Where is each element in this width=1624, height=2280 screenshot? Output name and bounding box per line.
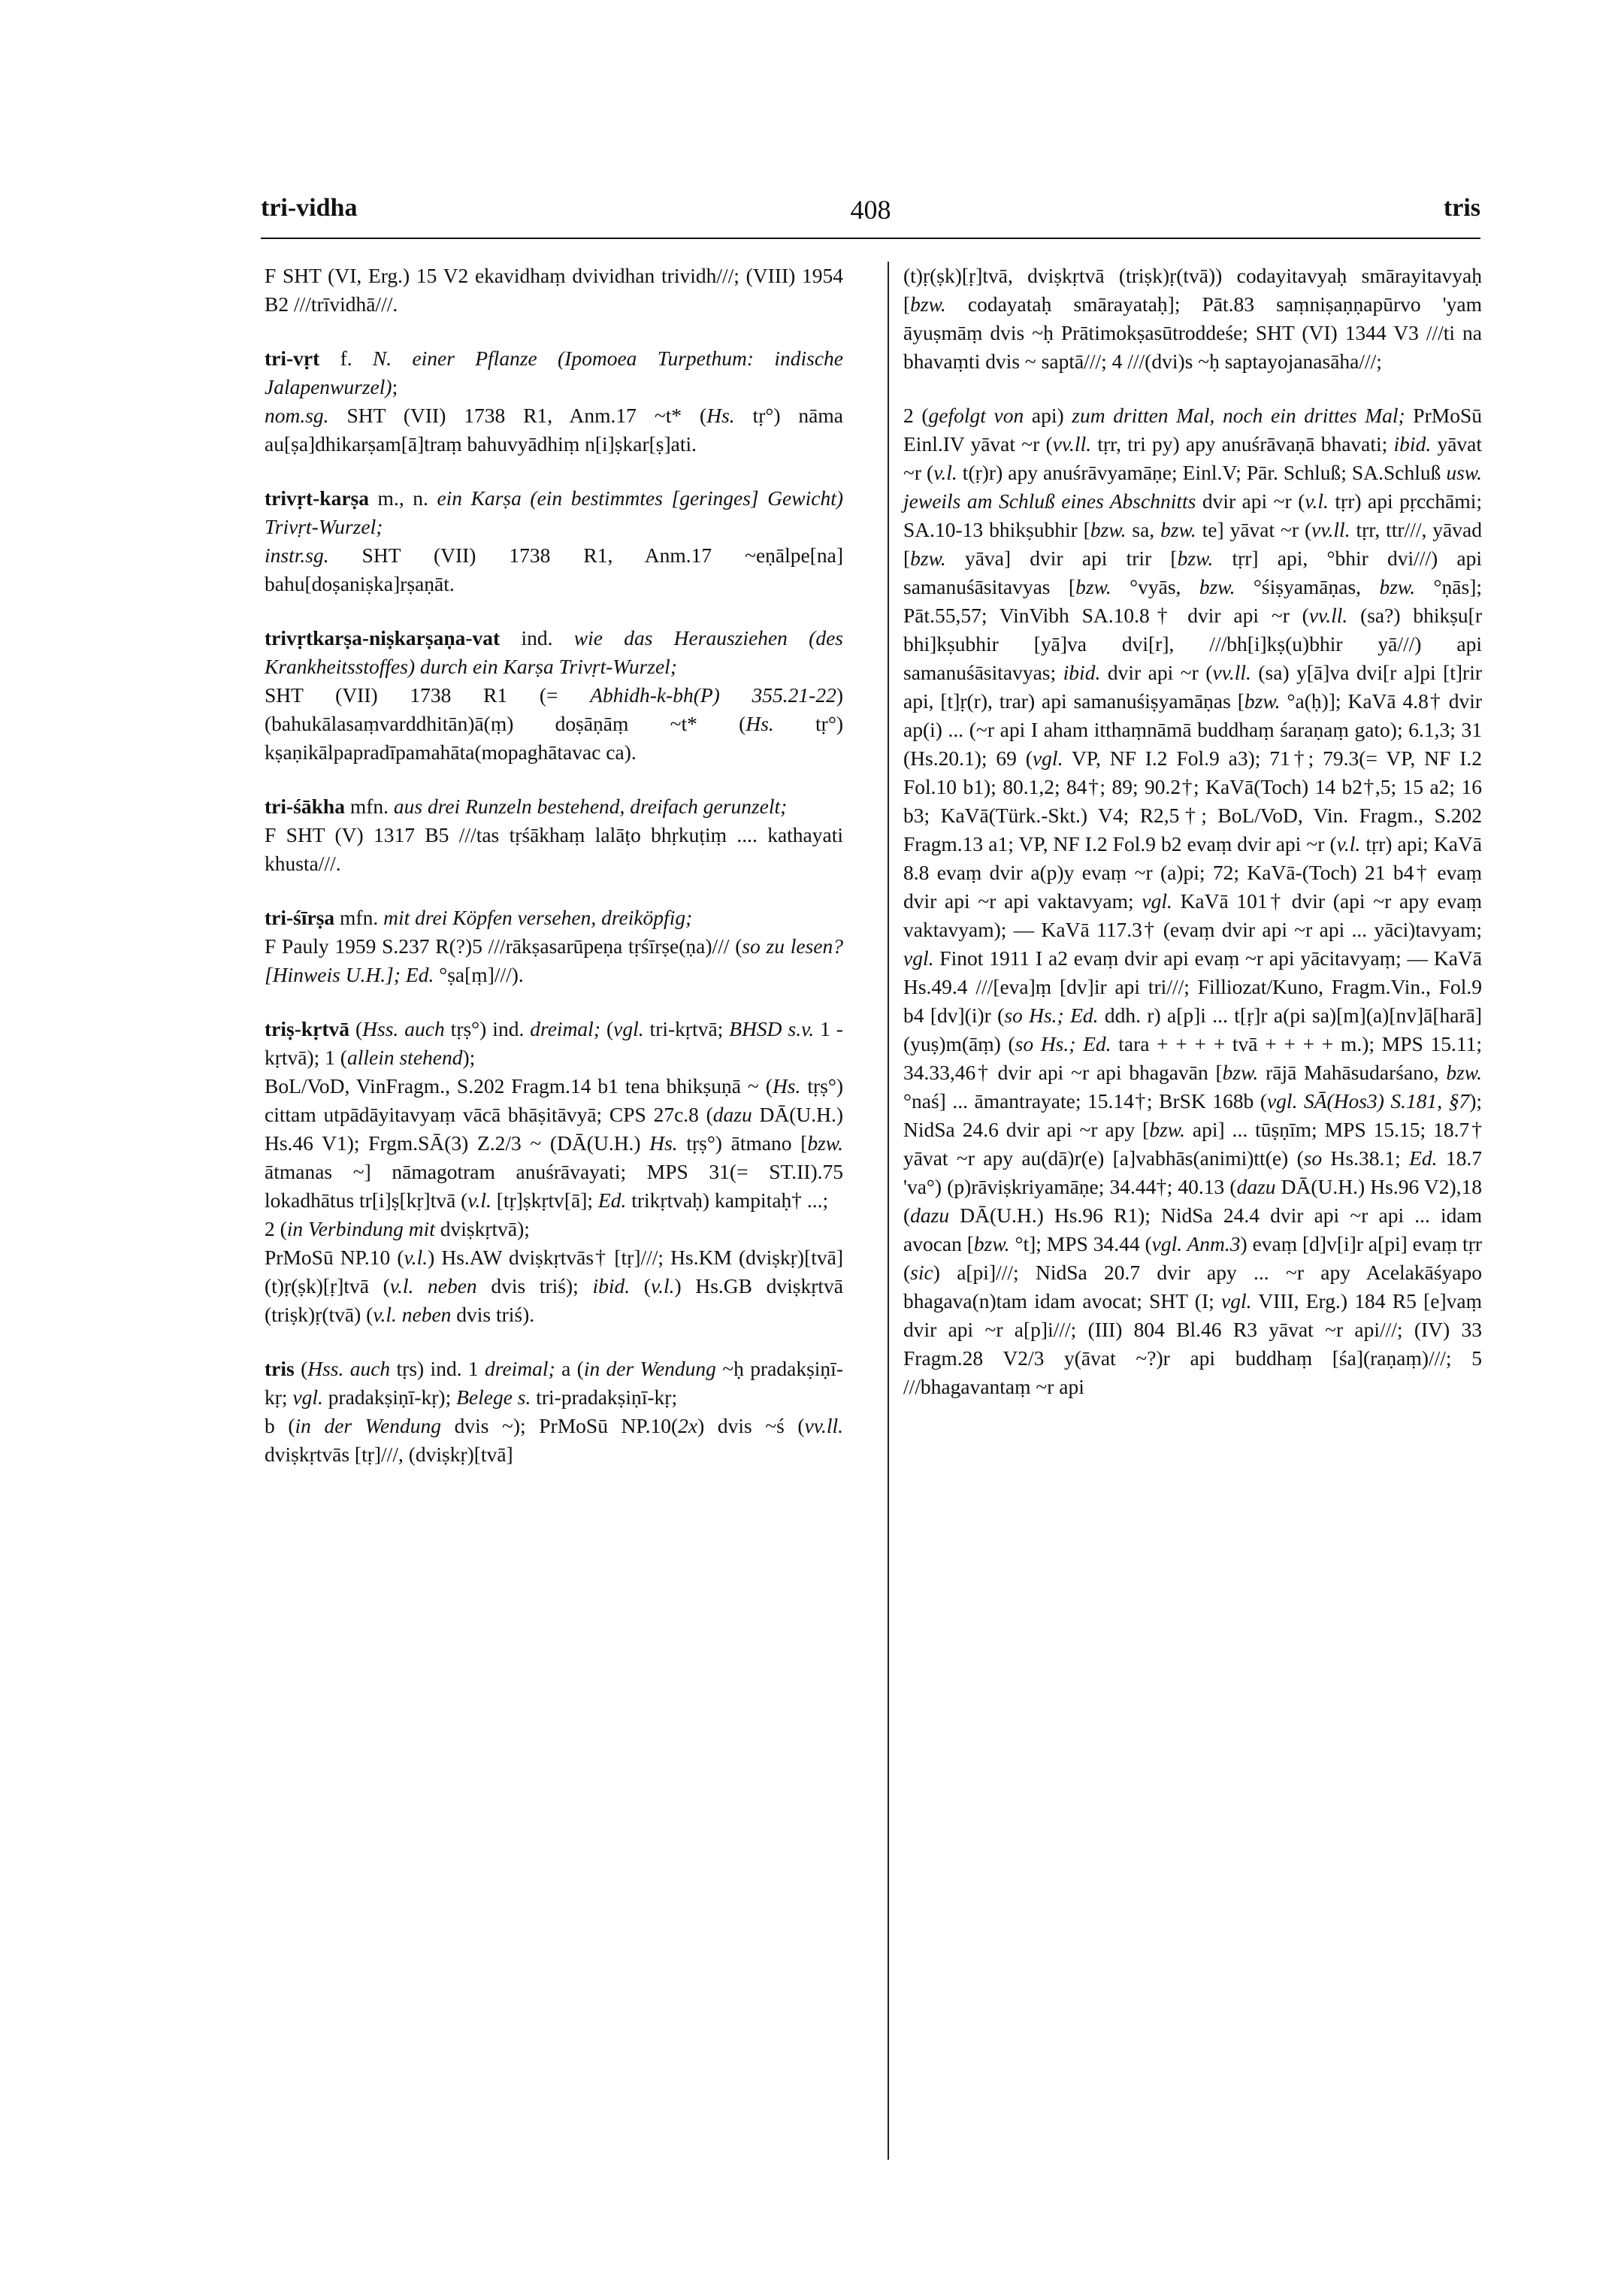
text-run: pradakṣiṇī-kṛ); [322,1385,457,1409]
column-divider [888,262,889,2160]
text-run: PrMoSū Einl.IV yāvat ~r ( [903,404,1482,456]
text-run: dvis triś). [451,1303,535,1326]
headword: trivṛtkarṣa-niṣkarṣaṇa-vat [265,626,501,649]
headword: tri-vṛt [265,347,320,370]
text-run: ind. [500,626,574,649]
italic-text: v.l. [467,1188,491,1212]
text-run: sa, [1126,518,1161,541]
text-run: tṛṣ°) ātmano [ [677,1131,808,1155]
italic-text: ein Karṣa (ein bestimmtes [geringes] Gewicht) Trivṛt-Wurzel; [265,486,843,538]
italic-text: dazu [712,1103,752,1126]
text-run: DĀ(U.H.) Hs.46 V1); Frgm.SĀ(3) Z.2/3 ~ (DĀ(U.H.) [265,1103,843,1155]
text-run: rājā Mahāsudarśano, [1258,1061,1447,1084]
text-run: BoL/VoD, VinFragm., S.202 Fragm.14 b1 tena bhikṣuṇā ~ ( [265,1074,773,1098]
text-run: dviṣkṛtvā); [434,1217,530,1240]
text-run: trikṛtvaḥ) kampitaḥ† ...; [626,1188,829,1212]
text-run: te] yāvat ~r ( [1196,518,1312,541]
text-run: a ( [555,1357,584,1380]
italic-text: instr.sg. [265,544,329,567]
text-run: dviṣkṛtvās [tṛ]///, (dviṣkṛ)[tvā] [265,1443,513,1466]
italic-text: vgl. SĀ(Hos3) S.181, §7 [1266,1089,1470,1113]
left-column-paragraph [265,624,843,681]
text-run: (sa?) bhikṣu[r bhi]kṣubhir [yā]va dvi[r], ///bh[i]kṣ(u)bhir yā///) api samanuśāsitavyas; [903,604,1482,684]
italic-text: v.l. [1305,489,1329,513]
italic-text: bzw. [1177,547,1214,570]
italic-text: Hs. [649,1131,678,1155]
text-run: °ṣa[ṃ]///). [434,963,524,986]
italic-text: Hss. auch [362,1017,445,1040]
right-column-paragraph [903,401,1482,1401]
left-column-paragraph [265,484,843,541]
italic-text: usw. jeweils am Schluß eines Abschnitts [903,461,1482,513]
italic-text: bzw. [1379,575,1416,598]
text-run: ); [462,1046,476,1069]
text-run: t(ṛ)r) apy anuśrāvyamāṇe; Einl.V; Pār. Schluß; SA.Schluß [957,461,1447,484]
italic-text: Hs. [706,404,735,427]
italic-text: zum dritten Mal, noch ein drittes Mal; [1072,404,1405,427]
text-run: (sa) y[ā]va dvi[r a]pi [t]rir api, [t]ṛ(r), trar) api samanuśiṣyamāṇas [ [903,661,1483,713]
text-run: ; [392,375,398,398]
text-run: 1 -kṛtvā); 1 ( [265,1017,843,1069]
italic-text: bzw. [1222,1061,1259,1084]
italic-text: dazu [1236,1175,1276,1198]
italic-text: Ed. [597,1188,627,1212]
italic-text: aus drei Runzeln bestehend, dreifach gerunzelt; [393,795,788,818]
text-run: yāva] dvir api trir [ [945,547,1178,570]
left-column-paragraph [265,932,843,989]
italic-text: mit drei Köpfen versehen, dreiköpfig; [383,906,693,929]
left-column-paragraph [265,262,843,319]
italic-text: vgl. [903,946,934,970]
text-run: codayataḥ smārayataḥ]; Pāt.83 saṃniṣaṇṇapūrvo 'yam āyuṣmāṃ dvis ~ḥ Prātimokṣasūtroddeśe; SHT (VI) 1344 V3 ///ti na bhavaṃti dvis ~ saptā///; 4 ///(dvi)s ~ḥ saptayojanasāha///; [903,292,1482,373]
italic-text: Belege s. [456,1385,531,1409]
italic-text: N. einer Pflanze (Ipomoea Turpethum: indische Jalapenwurzel) [265,347,843,398]
italic-text: 2x [678,1414,698,1437]
italic-text: vv.ll. [1052,432,1092,456]
italic-text: in der Wendung [295,1414,442,1437]
italic-text: gefolgt von [928,404,1024,427]
text-run: DĀ(U.H.) Hs.96 V2),18 ( [903,1175,1482,1227]
right-column [903,262,1482,1401]
italic-text: nom.sg. [265,404,329,427]
left-column-paragraph [265,1355,843,1412]
headword: tri-śākha [265,795,345,818]
italic-text: so zu lesen? [Hinweis U.H.]; Ed. [265,934,843,986]
italic-text: v.l. [650,1274,675,1297]
text-run: °a(ḥ)]; KaVā 4.8† dvir ap(i) ... (~r api I aham itthaṃnāmā buddhaṃ śaraṇaṃ gato); 6.1,3; 31 (Hs.20.1); 69 ( [903,689,1483,770]
italic-text: vgl. Anm.3 [1151,1232,1241,1255]
italic-text: dreimal; [530,1017,600,1040]
italic-text: bzw. [973,1232,1010,1255]
text-run: tri-kṛtvā; [643,1017,730,1040]
italic-text: vv.ll. [1311,518,1350,541]
text-run: f. [319,347,373,370]
running-header [261,194,1480,232]
text-run: 2 ( [903,404,929,427]
italic-text: vv.ll. [1308,604,1348,627]
italic-text: Hss. auch [307,1357,391,1380]
text-run: ( [600,1017,614,1040]
headword: tri-śīrṣa [265,906,335,929]
page-number: 408 [850,195,891,225]
italic-text: bzw. [910,547,946,570]
text-run: m., n. [368,486,437,510]
text-run: °t]; MPS 34.44 ( [1009,1232,1152,1255]
left-column-paragraph [265,344,843,401]
italic-text: bzw. [910,292,946,316]
italic-text: bzw. [807,1131,843,1155]
left-column-paragraph [265,1072,843,1215]
italic-text: vgl. [292,1385,323,1409]
text-run: ( [294,1357,308,1380]
text-run: DĀ(U.H.) Hs.96 R1); NidSa 24.4 dvir api ~r api ... idam avocan [ [903,1204,1482,1255]
italic-text: v.l. [404,1246,428,1269]
header-rule [261,238,1480,239]
italic-text: v.l. [1336,832,1361,855]
italic-text: Hs. [772,1074,801,1098]
text-run: °vyās, [1111,575,1199,598]
italic-text: bzw. [1075,575,1111,598]
italic-text: vgl. [1032,746,1063,770]
headword: tris [265,1357,295,1380]
italic-text: bzw. [1090,518,1127,541]
left-column [265,262,843,1469]
italic-text: v.l. [933,461,957,484]
text-run: ) Hs.GB dviṣkṛtvā (triṣk)ṛ(tvā) ( [265,1274,843,1326]
text-run: tṛr, tri py) apy anuśrāvaṇā bhavati; [1091,432,1394,456]
italic-text: ibid. [1063,661,1101,684]
italic-text: vgl. [1142,889,1172,913]
text-run: F SHT (V) 1317 B5 ///tas tṛśākhaṃ lalāṭo bhṛkuṭiṃ .... kathayati khusta///. [265,823,843,875]
text-run: ) (bahukālasaṃvarddhitān)ā(ṃ) doṣāṇāṃ ~t* ( [265,683,843,735]
italic-text: so Hs.; Ed. [1015,1032,1111,1055]
text-run: tṛ°) nāma au[ṣa]dhikarṣam[ā]traṃ bahuvyādhiṃ n[i]ṣkar[ṣ]ati. [265,404,843,456]
italic-text: sic [910,1261,933,1284]
italic-text: vv.ll. [804,1414,843,1437]
headword: trivṛt-karṣa [265,486,369,510]
text-run: °naś] ... āmantrayate; 15.14†; BrSK 168b ( [903,1089,1267,1113]
italic-text: allein stehend [346,1046,463,1069]
italic-text: Abhidh-k-bh(P) 355.21-22 [590,683,836,707]
text-run: tṛr] api, °bhir dvi///) api samanuśāsitavyas [ [903,547,1482,598]
italic-text: Ed. [1409,1146,1438,1170]
left-column-paragraph [265,821,843,878]
italic-text: vgl. [613,1017,644,1040]
italic-text: bzw. [1244,689,1281,713]
text-run: ( [630,1274,651,1297]
text-run: VP, NF I.2 Fol.9 a3); 71†; 79.3(= VP, NF I.2 Fol.10 b1); 80.1,2; 84†; 89; 90.2†; KaVā(Toch) 14 b2†,5; 15 a2; 16 b3; KaVā(Türk.-Skt.) V4; R2,5†; BoL/VoD, Vin. Fragm., S.202 Fragm.13 a1; VP, NF I.2 Fol.9 b2 evaṃ dvir api ~r ( [903,746,1482,855]
left-column-paragraph [265,681,843,767]
italic-text: BHSD s.v. [729,1017,815,1040]
text-run: mfn. [344,795,394,818]
left-column-paragraph [265,1243,843,1329]
text-run: [tṛ]ṣkṛtv[ā]; [491,1188,598,1212]
headword: triṣ-kṛtvā [265,1017,350,1040]
italic-text: Hs. [745,712,774,735]
text-run: 18.7 'va°) (p)rāviṣkriyamāṇe; 34.44†; 40.13 ( [903,1146,1483,1198]
left-column-paragraph [265,401,843,459]
italic-text: v.l. neben [373,1303,452,1326]
text-run: tri-pradakṣiṇī-kṛ; [531,1385,678,1409]
italic-text: dazu [910,1204,950,1227]
text-run: tṛs) ind. 1 [390,1357,485,1380]
text-run: ); NidSa 24.6 dvir api ~r apy [ [903,1089,1482,1141]
text-run: ) Hs.AW dviṣkṛtvās† [tṛ]///; Hs.KM (dviṣkṛ)[tvā] (t)ṛ(ṣk)[ṛ]tvā ( [265,1246,843,1297]
text-run: °ṇās]; Pāt.55,57; VinVibh SA.10.8† dvir api ~r ( [903,575,1482,627]
text-run: dvis ~); PrMoSū NP.10( [441,1414,679,1437]
text-run: SHT (VII) 1738 R1 (= [265,683,591,707]
text-run: tṛṣ°) cittam utpādāyitavyaṃ vācā bhāṣitāvyā; CPS 27c.8 ( [265,1074,843,1126]
italic-text: dreimal; [485,1357,555,1380]
italic-text: so Hs.; Ed. [1004,1004,1099,1027]
italic-text: ibid. [592,1274,631,1297]
text-run: api) [1024,404,1072,427]
text-run: ) dvis ~ś ( [697,1414,805,1437]
text-run: ddh. r) a[p]i ... t[ṛ]r a(pi sa)[m](a)[nv]ā[harā](yuṣ)m(āṃ) ( [903,1004,1482,1055]
text-run: PrMoSū NP.10 ( [265,1246,404,1269]
header-right-keyword: tris [1443,194,1480,222]
text-run: 2 ( [265,1217,287,1240]
text-run: SHT (VII) 1738 R1, Anm.17 ~eṇālpe[na] bahu[doṣaniṣka]rṣaṇāt. [265,544,843,595]
text-run: F Pauly 1959 S.237 R(?)5 ///rākṣasarūpeṇa tṛśīrṣe(ṇa)/// ( [265,934,742,958]
text-run: dvir api ~r ( [1100,661,1213,684]
text-run: ) evaṃ [d]v[i]r a[pi] evaṃ tṛr ( [903,1232,1483,1284]
text-run: api] ... tūṣṇīm; MPS 15.15; 18.7† yāvat ~r apy au(dā)r(e) [a]vabhās(animi)tt(e) ( [903,1118,1483,1170]
text-run: dvir api ~r ( [1196,489,1305,513]
italic-text: vv.ll. [1212,661,1251,684]
text-run: KaVā 101† dvir (api ~r apy evaṃ vaktavyam); — KaVā 117.3† (evaṃ dvir api ~r api ... yāci)tavyam; [903,889,1482,941]
italic-text: bzw. [1149,1118,1185,1141]
text-run: ( [349,1017,363,1040]
text-run: ) a[pi]///; NidSa 20.7 dvir apy ... ~r apy Acelakāśyapo bhagava(n)tam idam avocat; SHT (I; [903,1261,1482,1313]
left-column-paragraph [265,1215,843,1243]
left-column-paragraph [265,792,843,821]
left-column-paragraph [265,1015,843,1072]
text-run: tṛ°) kṣaṇikālpapradīpamahāta(mopaghātavac ca). [265,712,843,764]
left-column-paragraph [265,904,843,932]
text-run: mfn. [334,906,384,929]
text-run: ātmanas ~] nāmagotram anuśrāvayati; MPS 31(= ST.II).75 lokadhātus tr[i]ṣ[kṛ]tvā ( [265,1160,843,1212]
text-run: SHT (VII) 1738 R1, Anm.17 ~t* ( [328,404,707,427]
italic-text: wie das Herausziehen (des Krankheitsstoffes) durch ein Karṣa Trivṛt-Wurzel; [265,626,843,678]
text-run: Finot 1911 I a2 evaṃ dvir api evaṃ ~r api yācitavyaṃ; — KaVā Hs.49.4 ///[eva]ṃ [dv]ir api tri///; Filliozat/Kuno, Fragm.Vin., Fol.9 b4 [dv](i)r ( [903,946,1482,1027]
text-run: ~ḥ pradakṣiṇī-kṛ; [265,1357,843,1409]
text-run: Hs.38.1; [1322,1146,1410,1170]
italic-text: in der Wendung [583,1357,716,1380]
text-run: °śiṣyamāṇas, [1235,575,1380,598]
italic-text: bzw. [1199,575,1235,598]
italic-text: bzw. [1446,1061,1482,1084]
text-run: tṛṣ°) ind. [444,1017,531,1040]
text-run: tṛr, ttr///, yāvad [ [903,518,1482,570]
right-column-paragraph [903,262,1482,376]
text-run: dvis triś); [476,1274,593,1297]
text-run: VIII, Erg.) 184 R5 [e]vaṃ dvir api ~r a[p]i///; (III) 804 Bl.46 R3 yāvat ~r api///; (IV) 33 Fragm.28 V2/3 y(āvat ~?)r api buddhaṃ [śa](raṇaṃ)///; 5 ///bhagavantaṃ ~r api [903,1289,1482,1398]
text-run: b ( [265,1414,295,1437]
italic-text: in Verbindung mit [286,1217,435,1240]
text-run: tṛr) api; KaVā 8.8 evaṃ dvir a(p)y evaṃ ~r (a)pi; 72; KaVā-(Toch) 21 b4† evaṃ dvir api ~r api vaktavyam; [903,832,1482,913]
italic-text: v.l. neben [389,1274,477,1297]
text-run: yāvat ~r ( [903,432,1482,484]
left-column-paragraph [265,1412,843,1469]
text-run: tara + + + + tvā + + + + m.); MPS 15.11; 34.33,46† dvir api ~r api bhagavān [ [903,1032,1482,1084]
italic-text: ibid. [1393,432,1432,456]
italic-text: vgl. [1221,1289,1252,1313]
text-run: (t)ṛ(ṣk)[ṛ]tvā, dviṣkṛtvā (triṣk)ṛ(tvā)) codayitavyaḥ smārayitavyaḥ [ [903,264,1482,316]
italic-text: bzw. [1160,518,1196,541]
left-column-paragraph [265,541,843,598]
header-left-keyword: tri-vidha [261,194,358,222]
text-run: F SHT (VI, Erg.) 15 V2 ekavidhaṃ dvividhan trividh///; (VIII) 1954 B2 ///trīvidhā///. [265,264,843,316]
text-run: tṛr) api pṛcchāmi; SA.10-13 bhikṣubhir [ [903,489,1483,541]
italic-text: so [1303,1146,1323,1170]
